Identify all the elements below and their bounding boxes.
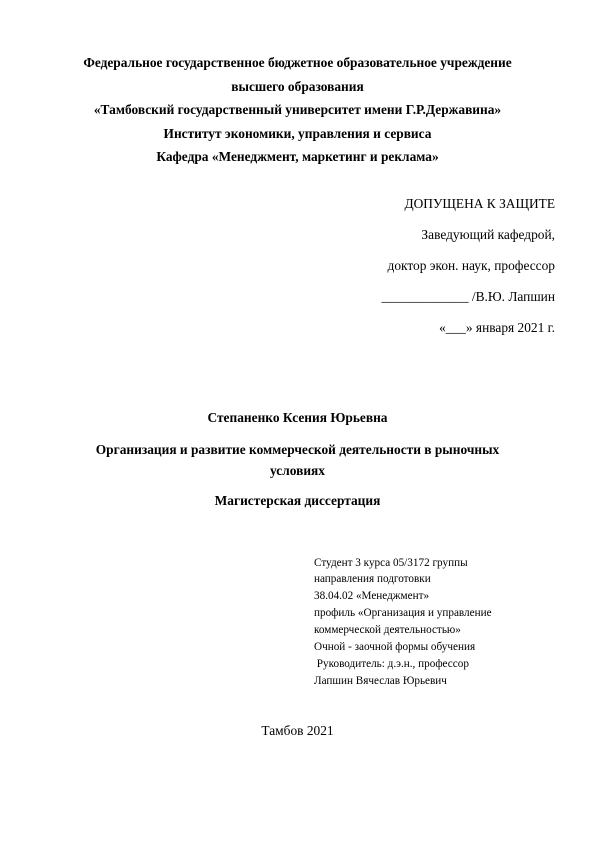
approval-status: ДОПУЩЕНА К ЗАЩИТЕ xyxy=(404,196,555,211)
approver-position: Заведующий кафедрой, xyxy=(421,227,555,242)
approval-date: «___» января 2021 г. xyxy=(439,320,555,335)
institution-type-line: Федеральное государственное бюджетное образовательное учреждение xyxy=(83,55,512,70)
thesis-title-line-2: условиях xyxy=(270,463,325,478)
city-year: Тамбов 2021 xyxy=(261,723,334,738)
profile-line-1: профиль «Организация и управление xyxy=(314,607,492,619)
supervisor-name: Лапшин Вячеслав Юрьевич xyxy=(314,675,447,687)
department-name-line: Кафедра «Менеджмент, маркетинг и реклама» xyxy=(156,149,439,164)
thesis-title-line-1: Организация и развитие коммерческой деятельности в рыночных xyxy=(95,442,500,457)
student-course-group: Студент 3 курса 05/3172 группы xyxy=(314,557,468,569)
direction-label: направления подготовки xyxy=(314,573,431,585)
author-name: Степаненко Ксения Юрьевна xyxy=(207,410,388,425)
approver-degree: доктор экон. наук, профессор xyxy=(387,258,555,273)
supervisor-title: Руководитель: д.э.н., профессор xyxy=(314,658,469,670)
approver-signature: _____________ /В.Ю. Лапшин xyxy=(381,289,555,304)
direction-code: 38.04.02 «Менеджмент» xyxy=(314,590,430,602)
university-name-line: «Тамбовский государственный университет имени Г.Р.Державина» xyxy=(93,102,502,117)
education-level-line: высшего образования xyxy=(231,79,364,94)
study-form: Очной - заочной формы обучения xyxy=(314,641,476,653)
profile-line-2: коммерческой деятельностью» xyxy=(314,624,461,636)
institute-name-line: Институт экономики, управления и сервиса xyxy=(163,126,432,141)
thesis-type: Магистерская диссертация xyxy=(214,493,381,508)
